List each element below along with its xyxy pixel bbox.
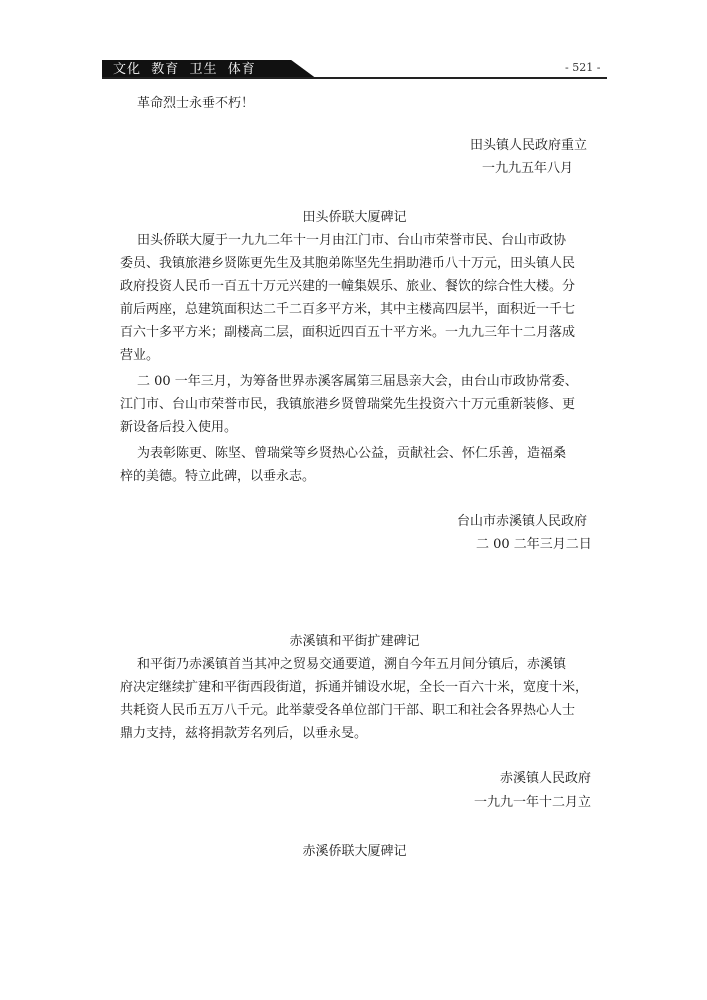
signature-org: 赤溪镇人民政府 bbox=[500, 771, 592, 786]
signature-date: 一九九一年十二月立 bbox=[474, 795, 592, 810]
body-line: 百六十多平方米；副楼高二层，面积近四百五十平方米。一九九三年十二月落成 bbox=[120, 325, 576, 340]
article-title: 赤溪镇和平街扩建碑记 bbox=[289, 634, 420, 649]
article-title: 田头侨联大厦碑记 bbox=[302, 210, 407, 225]
body-line: 府决定继续扩建和平街西段街道，拆通并铺设水坭，全长一百六十米，宽度十米， bbox=[120, 680, 589, 695]
signature-date: 一九九五年八月 bbox=[482, 161, 574, 176]
section-title: 文化 教育 卫生 体育 bbox=[113, 62, 256, 77]
body-line: 二 00 一年三月，为筹备世界赤溪客属第三届恳亲大会，由台山市政协常委、 bbox=[137, 374, 578, 389]
body-line: 梓的美德。特立此碑，以垂永志。 bbox=[120, 469, 316, 484]
body-line: 共耗资人民币五万八千元。此举蒙受各单位部门干部、职工和社会各界热心人士 bbox=[120, 703, 576, 718]
closing-line: 革命烈士永垂不朽！ bbox=[137, 96, 255, 111]
body-line: 新设备后投入使用。 bbox=[120, 420, 238, 435]
body-line: 鼎力支持，兹将捐款芳名列后，以垂永旻。 bbox=[120, 726, 368, 741]
body-line: 田头侨联大厦于一九九二年十一月由江门市、台山市荣誉市民、台山市政协 bbox=[137, 233, 567, 248]
article-title: 赤溪侨联大厦碑记 bbox=[302, 844, 407, 859]
body-line: 和平街乃赤溪镇首当其冲之贸易交通要道，溯自今年五月间分镇后，赤溪镇 bbox=[137, 657, 567, 672]
body-line: 营业。 bbox=[120, 348, 160, 363]
page-number: - 521 - bbox=[565, 61, 601, 74]
body-line: 委员、我镇旅港乡贤陈更先生及其胞弟陈坚先生捐助港币八十万元，田头镇人民 bbox=[120, 256, 576, 271]
signature-date: 二 00 二年三月二日 bbox=[476, 537, 592, 552]
header-rule bbox=[102, 77, 607, 79]
signature-org: 田头镇人民政府重立 bbox=[470, 138, 588, 153]
signature-org: 台山市赤溪镇人民政府 bbox=[457, 514, 588, 529]
body-line: 为表彰陈更、陈坚、曾瑞棠等乡贤热心公益，贡献社会、怀仁乐善，造福桑 bbox=[137, 446, 567, 461]
body-line: 前后两座，总建筑面积达二千二百多平方米，其中主楼高四层半，面积近一千七 bbox=[120, 302, 576, 317]
body-line: 江门市、台山市荣誉市民，我镇旅港乡贤曾瑞棠先生投资六十万元重新装修、更 bbox=[120, 397, 576, 412]
body-line: 政府投资人民币一百五十万元兴建的一幢集娱乐、旅业、餐饮的综合性大楼。分 bbox=[120, 279, 576, 294]
